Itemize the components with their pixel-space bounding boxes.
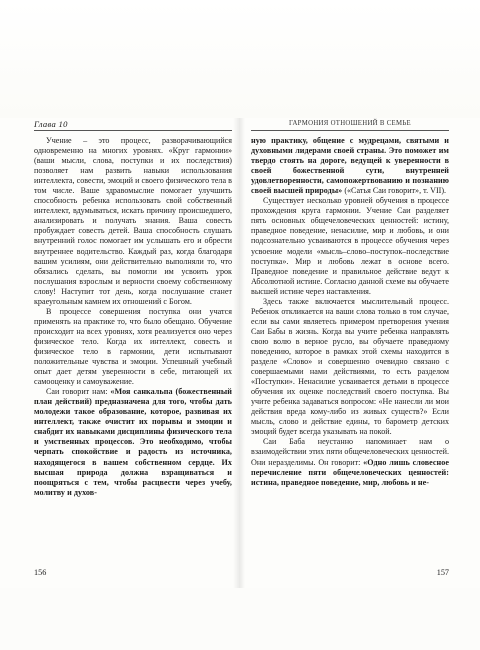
- quote-source: («Сатья Саи говорит», т. VII).: [342, 186, 447, 196]
- right-paragraph-3: Здесь также включается мыслительный процесс. Ребенок откликается на ваши слова только в том случае, если вы сами являетесь примером претворения учения Саи Бабы в жизнь. Когда вы учите ребенка направлять свою волю в верное русло, вы обучаете праведному поведению, которое в рамках этой схемы находится в разделе «Слово» и совершенно очевидно связано с совершаемыми нами действиями, то есть разделом «Поступки». Ненасилие усваивается детьми в процессе обучения их оценке последствий своего поступка. Вы учите ребенка задаваться вопросом: «Не нанесли ли мои действия вреда кому-либо из живых существ?» Если мысль, слово и действие едины, то барометр детских эмоций будет всегда указывать на покой.: [251, 296, 449, 437]
- left-page-number: 156: [34, 568, 47, 577]
- left-paragraph-3: [34, 387, 232, 498]
- right-paragraph-2: Существует несколько уровней обучения в процессе прохождения круга гармонии. Учение Саи разделяет пять основных общечеловеческих ценностей: истину, праведное поведение, ненасилие, мир и любовь, и они подсознательно усваиваются в процессе обучения через усвоение модели «мысль–слово–поступок–последствие поступка». Мир и любовь лежат в основе всего. Праведное поведение и правильное действие ведут к Абсолютной истине. Согласно данной схеме вы обучаете высшей истине через наставления.: [251, 196, 449, 296]
- right-head-rule: [251, 130, 449, 131]
- right-paragraph-4: [251, 437, 449, 487]
- previous-page-bleed: [0, 0, 480, 118]
- right-paragraph-1: [251, 136, 449, 196]
- left-running-head: [34, 118, 232, 130]
- right-body-text: [251, 136, 449, 488]
- book-gutter: [233, 118, 245, 588]
- left-page: [34, 118, 232, 588]
- chapter-label: Глава 10: [34, 119, 68, 129]
- section-title: ГАРМОНИЯ ОТНОШЕНИЙ В СЕМЬЕ: [288, 120, 411, 127]
- sai-quote-bold: «Моя санкальпа (божественный план действий) предназначена для того, чтобы дать молодежи такое образование, которое, развивая их интеллект, также очистит их порывы и эмоции и снабдит их навыками дисциплины физического тела и умственных процессов. Это необходимо, чтобы черпать спокойствие и радость из источника, находящегося в вашем собственном сердце. Их высшая природа должна взращиваться и поощряться с тем, чтобы расцвести через учебу, молитву и духов-: [34, 387, 232, 497]
- left-paragraph-1: Учение – это процесс, разворачивающийся одновременно на многих уровнях. «Круг гармонии» (ваши мысли, слова, поступки и их последствия) позволяет нам развить навыки использования интеллекта, совести, эмоций и своего физического тела в том числе. Ваше здравомыслие помогает улучшить способность ребенка использовать свой собственный интеллект, вдумываться, искать причину происшедшего, анализировать и получать знания. Ваша совесть пробуждает совесть детей. Ваша способность слушать внутренний голос помогает им услышать его и обрести внутреннее водительство. Каждый раз, когда благодаря вашим усилиям, они действительно выполняли то, что обязались сделать, вы помогли им усвоить урок послушания взрослым и верности своему собственному слову! Наступит тот день, когда послушание станет краеугольным камнем их отношений с Богом.: [34, 136, 232, 306]
- left-paragraph-2: В процессе совершения поступка они учатся применять на практике то, что было обещано. Обучение происходит на всех уровнях, хотя реализуется оно через физическое тело. Когда их интеллект, совесть и физическое тело в гармонии, дети испытывают положительные чувства и эмоции. Успешный учебный опыт дает детям уверенности в себе, питающей их самооценку и самоуважение.: [34, 306, 232, 387]
- left-body-text: [34, 136, 232, 498]
- page-bottom-margin: [0, 588, 480, 650]
- sai-reminds-intro: Саи Баба неустанно напоминает нам о взаимодействии этих пяти общечеловеческих ценностей. Они неразделимы. Он говорит:: [251, 437, 449, 467]
- left-head-rule: [34, 130, 232, 131]
- right-page: [251, 118, 449, 588]
- right-page-number: 157: [436, 568, 449, 577]
- quote-continuation-bold: ную практику, общение с мудрецами, святыми и духовными лидерами своей страны. Это поможет им твердо стоять на дороге, ведущей к уверенности в своей божественной сути, внутренней удовлетворенности, самопожертвованию и познанию своей высшей природы»: [251, 136, 449, 196]
- sai-says-intro: Саи говорит нам:: [46, 387, 111, 397]
- values-quote-bold: «Одно лишь словесное перечисление пяти общечеловеческих ценностей: истина, праведное поведение, мир, любовь и не-: [251, 457, 449, 487]
- right-running-head: [251, 118, 449, 130]
